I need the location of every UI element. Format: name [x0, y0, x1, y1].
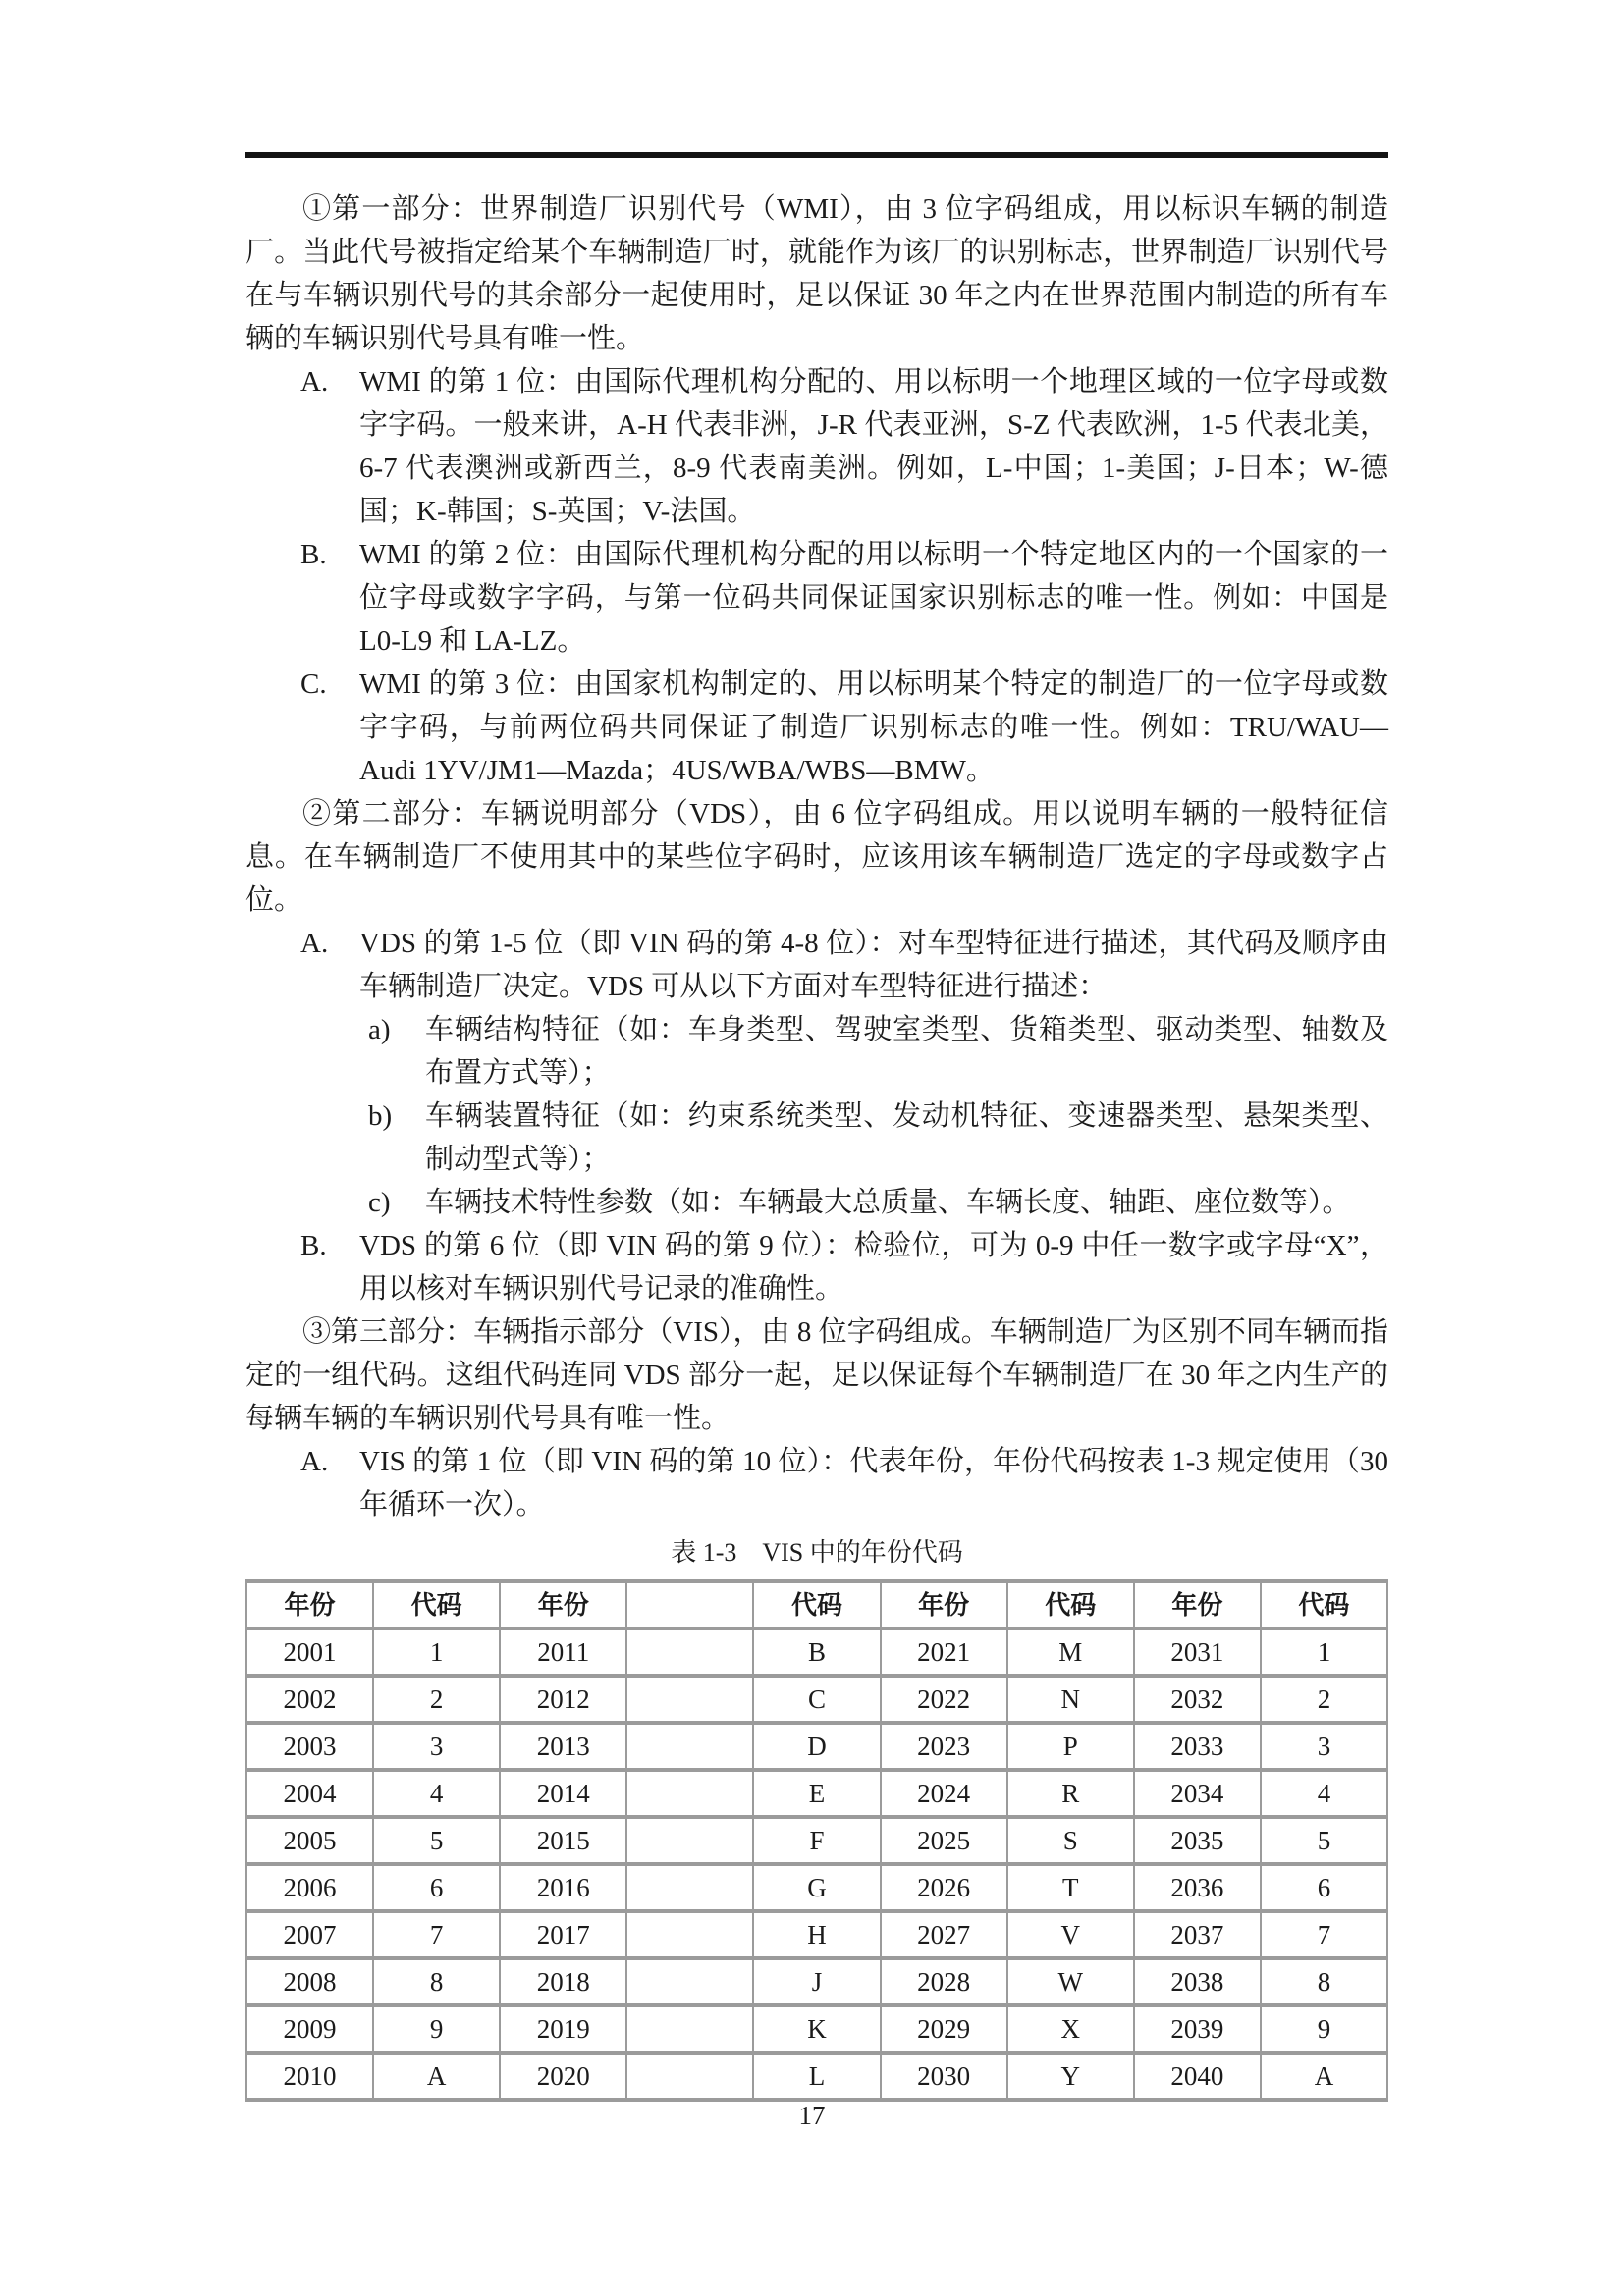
year-code-table-header	[246, 1581, 1387, 1629]
table-cell-year: 2026	[881, 1864, 1007, 1911]
table-cell-code: 6	[373, 1864, 500, 1911]
table-cell-code: D	[753, 1723, 880, 1770]
table-cell-year: 2040	[1134, 2053, 1261, 2100]
sublist-item-text: 车辆装置特征（如：约束系统类型、发动机特征、变速器类型、悬架类型、制动型式等）；	[425, 1100, 1388, 1175]
table-cell-code: 4	[373, 1770, 500, 1817]
table-row	[246, 2053, 1387, 2100]
table-header-cell: 代码	[753, 1581, 880, 1629]
table-row	[246, 1911, 1387, 1958]
list-item-text: VDS 的第 1-5 位（即 VIN 码的第 4-8 位）：对车型特征进行描述，其代码及顺序由车辆制造厂决定。VDS 可从以下方面对车型特征进行描述：	[359, 928, 1388, 1002]
table-cell-code: Y	[1007, 2053, 1134, 2100]
table-cell-year: 2002	[246, 1676, 373, 1723]
table-cell-year: 2037	[1134, 1911, 1261, 1958]
sublist-item-label: a)	[368, 1014, 391, 1045]
table-cell-year: 2034	[1134, 1770, 1261, 1817]
table-cell-year: 2004	[246, 1770, 373, 1817]
table-cell-year: 2007	[246, 1911, 373, 1958]
table-cell-year: 2033	[1134, 1723, 1261, 1770]
table-cell-code: 6	[1261, 1864, 1387, 1911]
list-item-text: WMI 的第 3 位：由国家机构制定的、用以标明某个特定的制造厂的一位字母或数字字码，与前两位码共同保证了制造厂识别标志的唯一性。例如：TRU/WAU—Audi 1YV/JM1—Mazda；4US/WBA/WBS—BMW。	[359, 668, 1388, 786]
table-cell-code: 5	[373, 1817, 500, 1864]
table-cell-empty	[626, 1817, 753, 1864]
list-item-wmi-c	[300, 663, 1388, 792]
table-cell-year: 2027	[881, 1911, 1007, 1958]
table-cell-code: J	[753, 1958, 880, 2005]
page-number: 17	[798, 2101, 826, 2130]
list-item-wmi-a	[300, 360, 1388, 533]
table-row	[246, 1676, 1387, 1723]
list-item-text: WMI 的第 2 位：由国际代理机构分配的用以标明一个特定地区内的一个国家的一位字母或数字字码，与第一位码共同保证国家识别标志的唯一性。例如：中国是 L0-L9 和 LA-LZ。	[359, 539, 1388, 657]
table-cell-year: 2013	[500, 1723, 626, 1770]
table-cell-year: 2005	[246, 1817, 373, 1864]
table-cell-empty	[626, 1723, 753, 1770]
table-cell-year: 2021	[881, 1629, 1007, 1676]
table-cell-code: 9	[373, 2005, 500, 2053]
table-cell-code: W	[1007, 1958, 1134, 2005]
table-cell-year: 2038	[1134, 1958, 1261, 2005]
table-cell-code: M	[1007, 1629, 1134, 1676]
table-cell-year: 2019	[500, 2005, 626, 2053]
table-cell-empty	[626, 1770, 753, 1817]
paragraph-part2: ②第二部分：车辆说明部分（VDS），由 6 位字码组成。用以说明车辆的一般特征信息。在车辆制造厂不使用其中的某些位字码时，应该用该车辆制造厂选定的字母或数字占位。	[245, 798, 1388, 916]
table-cell-empty	[626, 1958, 753, 2005]
table-cell-code: 2	[1261, 1676, 1387, 1723]
table-cell-code: F	[753, 1817, 880, 1864]
table-cell-code: 8	[1261, 1958, 1387, 2005]
table-cell-year: 2031	[1134, 1629, 1261, 1676]
table-cell-code: G	[753, 1864, 880, 1911]
year-code-table-body	[246, 1629, 1387, 2100]
list-item-label: A.	[300, 928, 329, 959]
table-cell-empty	[626, 1676, 753, 1723]
sublist-item-b	[368, 1095, 1388, 1181]
table-cell-year: 2032	[1134, 1676, 1261, 1723]
table-cell-empty	[626, 2005, 753, 2053]
paragraph-part3: ③第三部分：车辆指示部分（VIS），由 8 位字码组成。车辆制造厂为区别不同车辆而指定的一组代码。这组代码连同 VDS 部分一起，足以保证每个车辆制造厂在 30 年之内生产的每辆车辆的车辆识别代号具有唯一性。	[245, 1316, 1388, 1434]
table-cell-code: 8	[373, 1958, 500, 2005]
table-cell-year: 2001	[246, 1629, 373, 1676]
table-cell-year: 2018	[500, 1958, 626, 2005]
table-cell-year: 2024	[881, 1770, 1007, 1817]
list-item-vis-a	[300, 1440, 1388, 1526]
table-cell-year: 2020	[500, 2053, 626, 2100]
page-content	[245, 152, 1388, 2102]
list-item-text: WMI 的第 1 位：由国际代理机构分配的、用以标明一个地理区域的一位字母或数字字码。一般来讲，A-H 代表非洲，J-R 代表亚洲，S-Z 代表欧洲，1-5 代表北美，6-7 代表澳洲或新西兰，8-9 代表南美洲。例如，L-中国；1-美国；J-日本；W-德国；K-韩国；S-英国；V-法国。	[359, 366, 1388, 527]
table-cell-code: E	[753, 1770, 880, 1817]
table-header-cell: 代码	[1261, 1581, 1387, 1629]
table-cell-year: 2022	[881, 1676, 1007, 1723]
list-item-vds-b	[300, 1224, 1388, 1310]
list-item-label: B.	[300, 539, 327, 570]
table-cell-year: 2014	[500, 1770, 626, 1817]
table-cell-code: A	[1261, 2053, 1387, 2100]
table-cell-code: R	[1007, 1770, 1134, 1817]
year-code-table	[245, 1579, 1388, 2102]
table-header-cell: 年份	[246, 1581, 373, 1629]
table-cell-empty	[626, 1864, 753, 1911]
table-cell-year: 2039	[1134, 2005, 1261, 2053]
table-cell-code: S	[1007, 1817, 1134, 1864]
sublist-item-a	[368, 1008, 1388, 1095]
list-item-wmi-b	[300, 533, 1388, 663]
table-cell-code: 2	[373, 1676, 500, 1723]
table-cell-code: 7	[1261, 1911, 1387, 1958]
table-cell-year: 2009	[246, 2005, 373, 2053]
table-caption	[245, 1536, 1388, 1570]
sublist-item-label: c)	[368, 1187, 391, 1218]
table-cell-empty	[626, 1911, 753, 1958]
table-header-cell: 年份	[1134, 1581, 1261, 1629]
table-cell-year: 2006	[246, 1864, 373, 1911]
table-cell-code: 3	[373, 1723, 500, 1770]
sublist-item-text: 车辆技术特性参数（如：车辆最大总质量、车辆长度、轴距、座位数等）。	[425, 1187, 1351, 1218]
table-cell-year: 2010	[246, 2053, 373, 2100]
table-cell-code: 7	[373, 1911, 500, 1958]
table-cell-code: C	[753, 1676, 880, 1723]
table-cell-code: 9	[1261, 2005, 1387, 2053]
table-cell-year: 2016	[500, 1864, 626, 1911]
table-header-cell	[626, 1581, 753, 1629]
table-cell-code: 5	[1261, 1817, 1387, 1864]
table-caption-label: 表 1-3	[671, 1538, 737, 1567]
list-item-label: C.	[300, 668, 327, 700]
table-row	[246, 1770, 1387, 1817]
table-cell-year: 2003	[246, 1723, 373, 1770]
table-cell-code: A	[373, 2053, 500, 2100]
sublist-item-text: 车辆结构特征（如：车身类型、驾驶室类型、货箱类型、驱动类型、轴数及布置方式等）；	[425, 1014, 1388, 1089]
table-cell-year: 2012	[500, 1676, 626, 1723]
table-cell-code: K	[753, 2005, 880, 2053]
table-cell-empty	[626, 2053, 753, 2100]
table-cell-year: 2029	[881, 2005, 1007, 2053]
sublist-item-c	[368, 1181, 1388, 1224]
table-cell-code: H	[753, 1911, 880, 1958]
table-row	[246, 1629, 1387, 1676]
list-item-vds-a	[300, 922, 1388, 1008]
table-header-cell: 代码	[1007, 1581, 1134, 1629]
table-row	[246, 1958, 1387, 2005]
table-row	[246, 1723, 1387, 1770]
table-cell-year: 2017	[500, 1911, 626, 1958]
list-item-text: VIS 的第 1 位（即 VIN 码的第 10 位）：代表年份，年份代码按表 1-3 规定使用（30 年循环一次）。	[359, 1446, 1388, 1521]
list-item-label: A.	[300, 366, 329, 398]
table-cell-code: P	[1007, 1723, 1134, 1770]
paragraph-part1: ①第一部分：世界制造厂识别代号（WMI），由 3 位字码组成，用以标识车辆的制造厂。当此代号被指定给某个车辆制造厂时，就能作为该厂的识别标志，世界制造厂识别代号在与车辆识别代号的其余部分一起使用时，足以保证 30 年之内在世界范围内制造的所有车辆的车辆识别代号具有唯一性。	[245, 193, 1388, 354]
table-cell-year: 2008	[246, 1958, 373, 2005]
table-row	[246, 1864, 1387, 1911]
table-cell-code: V	[1007, 1911, 1134, 1958]
table-header-row	[246, 1581, 1387, 1629]
table-cell-empty	[626, 1629, 753, 1676]
table-cell-code: 3	[1261, 1723, 1387, 1770]
table-header-cell: 年份	[500, 1581, 626, 1629]
table-cell-code: L	[753, 2053, 880, 2100]
table-cell-year: 2015	[500, 1817, 626, 1864]
list-item-text: VDS 的第 6 位（即 VIN 码的第 9 位）：检验位，可为 0-9 中任一数字或字母“X”，用以核对车辆识别代号记录的准确性。	[359, 1230, 1388, 1305]
table-cell-year: 2035	[1134, 1817, 1261, 1864]
header-rule	[245, 152, 1388, 158]
table-cell-code: 1	[1261, 1629, 1387, 1676]
table-header-cell: 年份	[881, 1581, 1007, 1629]
table-cell-code: 4	[1261, 1770, 1387, 1817]
table-cell-year: 2025	[881, 1817, 1007, 1864]
table-header-cell: 代码	[373, 1581, 500, 1629]
table-cell-year: 2030	[881, 2053, 1007, 2100]
table-cell-code: 1	[373, 1629, 500, 1676]
table-cell-year: 2011	[500, 1629, 626, 1676]
table-row	[246, 2005, 1387, 2053]
table-cell-year: 2023	[881, 1723, 1007, 1770]
table-cell-code: X	[1007, 2005, 1134, 2053]
table-cell-code: B	[753, 1629, 880, 1676]
sublist-item-label: b)	[368, 1100, 393, 1132]
table-cell-code: N	[1007, 1676, 1134, 1723]
list-item-label: B.	[300, 1230, 327, 1261]
table-cell-code: T	[1007, 1864, 1134, 1911]
table-row	[246, 1817, 1387, 1864]
table-cell-year: 2036	[1134, 1864, 1261, 1911]
list-item-label: A.	[300, 1446, 329, 1477]
table-caption-title: VIS 中的年份代码	[762, 1538, 963, 1567]
table-cell-year: 2028	[881, 1958, 1007, 2005]
